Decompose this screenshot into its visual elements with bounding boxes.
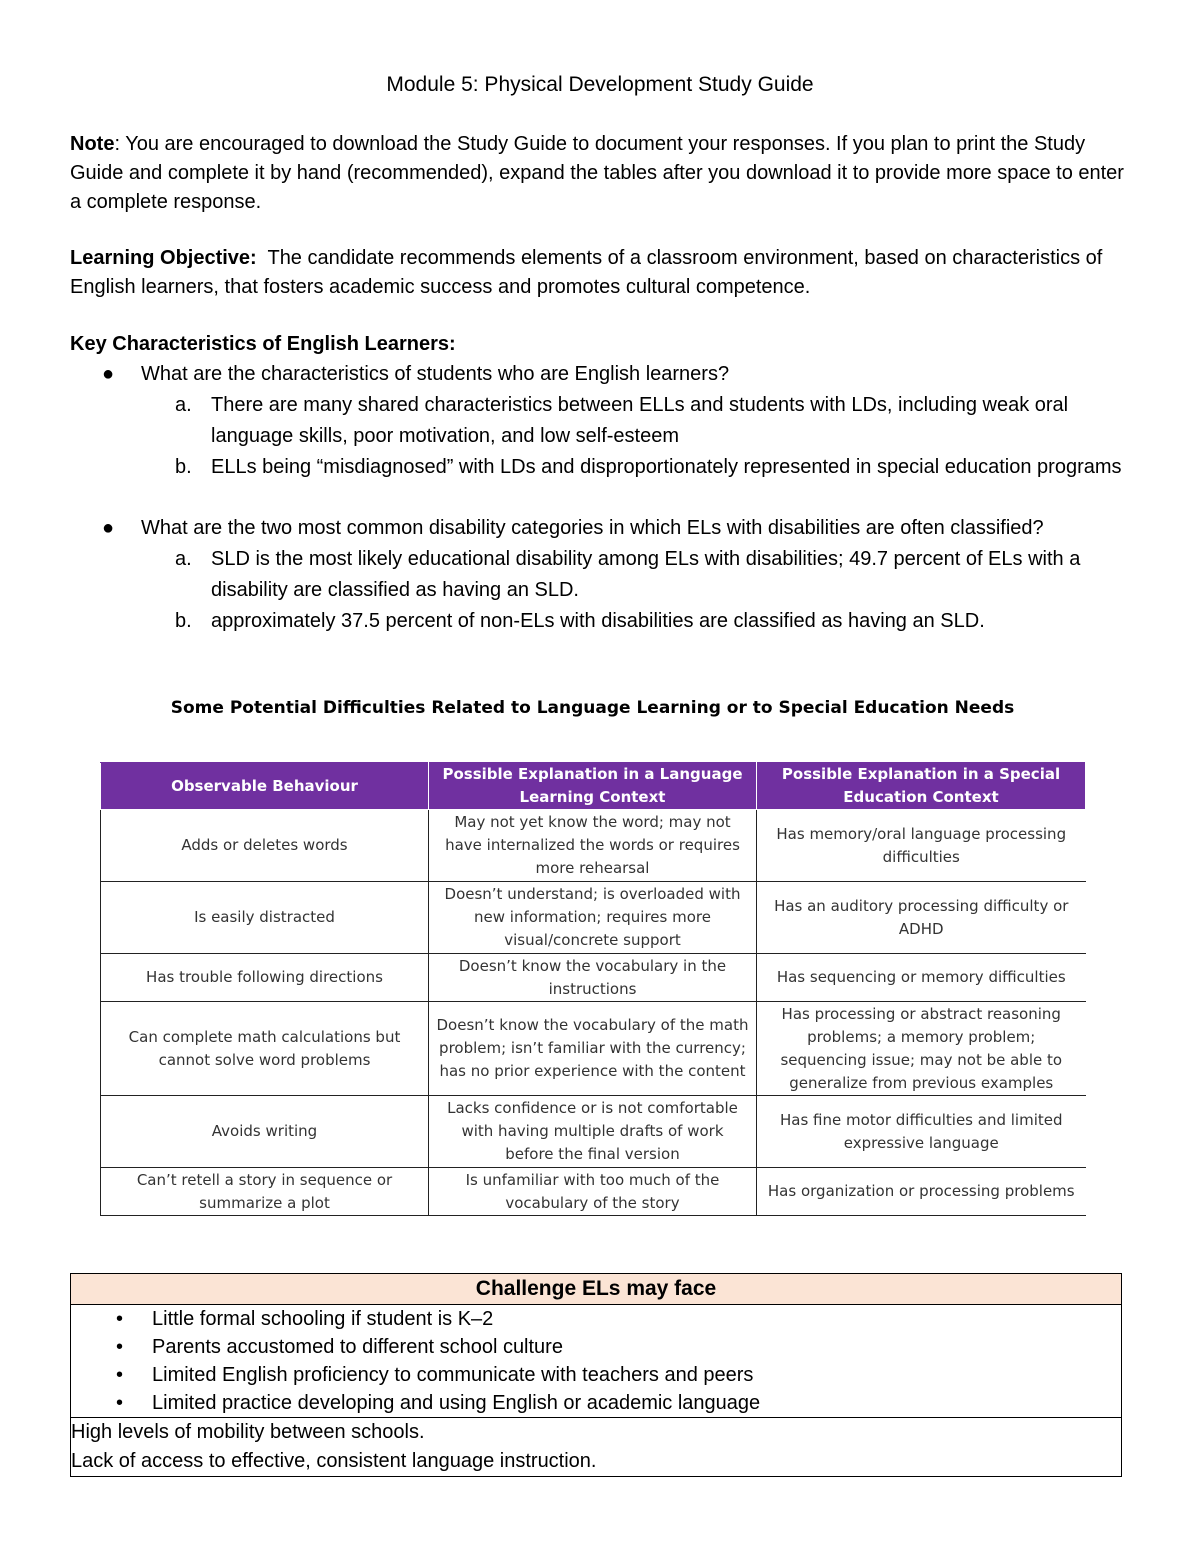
table-row <box>101 1002 1086 1096</box>
list-item-text: Limited English proficiency to communicate with teachers and peers <box>152 1364 754 1386</box>
list-item-text: Limited practice developing and using English or academic language <box>152 1392 761 1414</box>
bullet-icon: ● <box>102 517 115 539</box>
column-header: Observable Behaviour <box>101 763 429 810</box>
answer-letter: b. <box>175 610 192 632</box>
table-cell: Is unfamiliar with too much of the vocabulary of the story <box>429 1168 757 1216</box>
question-item <box>70 359 1150 390</box>
challenge-table <box>70 1273 1122 1477</box>
table-cell: Is easily distracted <box>101 882 429 954</box>
key-characteristics-heading: Key Characteristics of English Learners: <box>70 333 456 355</box>
table-cell: Has processing or abstract reasoning problems; a memory problem; sequencing issue; may not be able to generalize from previous examples <box>757 1002 1086 1096</box>
table-header-row <box>101 763 1086 810</box>
table-cell: Doesn’t understand; is overloaded with new information; requires more visual/concrete support <box>429 882 757 954</box>
table-cell: Has memory/oral language processing difficulties <box>757 810 1086 882</box>
question-block <box>70 513 1150 637</box>
table-cell: Avoids writing <box>101 1096 429 1168</box>
answer-text: approximately 37.5 percent of non-ELs with disabilities are classified as having an SLD. <box>211 610 985 632</box>
table-cell: Doesn’t know the vocabulary in the instructions <box>429 954 757 1002</box>
table-row <box>101 1168 1086 1216</box>
question-item <box>70 513 1150 544</box>
challenge-header-row <box>71 1274 1122 1305</box>
answer-letter: b. <box>175 456 192 478</box>
challenge-heading: Challenge ELs may face <box>71 1274 1122 1305</box>
table-cell: May not yet know the word; may not have internalized the words or requires more rehearsal <box>429 810 757 882</box>
table-cell: Has trouble following directions <box>101 954 429 1002</box>
list-item <box>71 1333 1121 1361</box>
table-row <box>101 1096 1086 1168</box>
learning-objective-paragraph <box>70 244 1140 302</box>
challenge-bullets-row <box>71 1305 1122 1418</box>
answer-item <box>70 606 1150 637</box>
answer-item <box>70 544 1150 606</box>
table-cell: Has sequencing or memory difficulties <box>757 954 1086 1002</box>
bullet-icon: ● <box>102 363 115 385</box>
table-row <box>101 882 1086 954</box>
list-item-text: Little formal schooling if student is K–2 <box>152 1308 494 1330</box>
question-text: What are the characteristics of students who are English learners? <box>141 363 730 385</box>
answer-text: ELLs being “misdiagnosed” with LDs and disproportionately represented in special education programs <box>211 456 1122 478</box>
table-row <box>101 954 1086 1002</box>
table-cell: Doesn’t know the vocabulary of the math problem; isn’t familiar with the currency; has no prior experience with the content <box>429 1002 757 1096</box>
answer-text: SLD is the most likely educational disability among ELs with disabilities; 49.7 percent of ELs with a disability are classified as having an SLD. <box>211 548 1081 601</box>
bullet-icon: • <box>116 1392 124 1414</box>
challenge-extra-cell <box>71 1418 1122 1477</box>
note-text: : You are encouraged to download the Study Guide to document your responses. If you plan to print the Study Guide and complete it by hand (recommended), expand the tables after you download it to provide more space to enter a complete response. <box>70 133 1124 213</box>
objective-text: The candidate recommends elements of a classroom environment, based on characteristics of English learners, that fosters academic success and promotes cultural competence. <box>70 247 1108 298</box>
answer-letter: a. <box>175 548 192 570</box>
table-cell: Can complete math calculations but cannot solve word problems <box>101 1002 429 1096</box>
question-block <box>70 359 1150 483</box>
page-title: Module 5: Physical Development Study Guide <box>386 73 814 96</box>
table-cell: Has fine motor difficulties and limited expressive language <box>757 1096 1086 1168</box>
bullet-icon: • <box>116 1308 124 1330</box>
question-text: What are the two most common disability categories in which ELs with disabilities are often classified? <box>141 517 1044 539</box>
challenge-line: High levels of mobility between schools. <box>71 1421 425 1443</box>
challenge-extra-row <box>71 1418 1122 1477</box>
bullet-icon: • <box>116 1364 124 1386</box>
answer-text: There are many shared characteristics between ELLs and students with LDs, including weak oral language skills, poor motivation, and low self-esteem <box>211 394 1069 447</box>
table-cell: Has an auditory processing difficulty or ADHD <box>757 882 1086 954</box>
table-row <box>101 810 1086 882</box>
note-label: Note <box>70 133 115 155</box>
answer-item <box>70 390 1150 452</box>
difficulties-table <box>100 762 1086 1216</box>
table-caption: Some Potential Difficulties Related to Language Learning or to Special Education Needs <box>170 698 1015 718</box>
table-cell: Adds or deletes words <box>101 810 429 882</box>
table-cell: Has organization or processing problems <box>757 1168 1086 1216</box>
table-cell: Lacks confidence or is not comfortable with having multiple drafts of work before the final version <box>429 1096 757 1168</box>
objective-label: Learning Objective: <box>70 247 257 269</box>
list-item <box>71 1389 1121 1417</box>
table-cell: Can’t retell a story in sequence or summarize a plot <box>101 1168 429 1216</box>
note-paragraph <box>70 130 1140 217</box>
challenge-bullet-cell <box>71 1305 1122 1418</box>
answer-item <box>70 452 1150 483</box>
column-header: Possible Explanation in a Language Learning Context <box>429 763 757 810</box>
answer-letter: a. <box>175 394 192 416</box>
list-item <box>71 1361 1121 1389</box>
column-header: Possible Explanation in a Special Education Context <box>757 763 1086 810</box>
list-item <box>71 1305 1121 1333</box>
challenge-line: Lack of access to effective, consistent language instruction. <box>71 1450 597 1472</box>
bullet-icon: • <box>116 1336 124 1358</box>
list-item-text: Parents accustomed to different school culture <box>152 1336 563 1358</box>
